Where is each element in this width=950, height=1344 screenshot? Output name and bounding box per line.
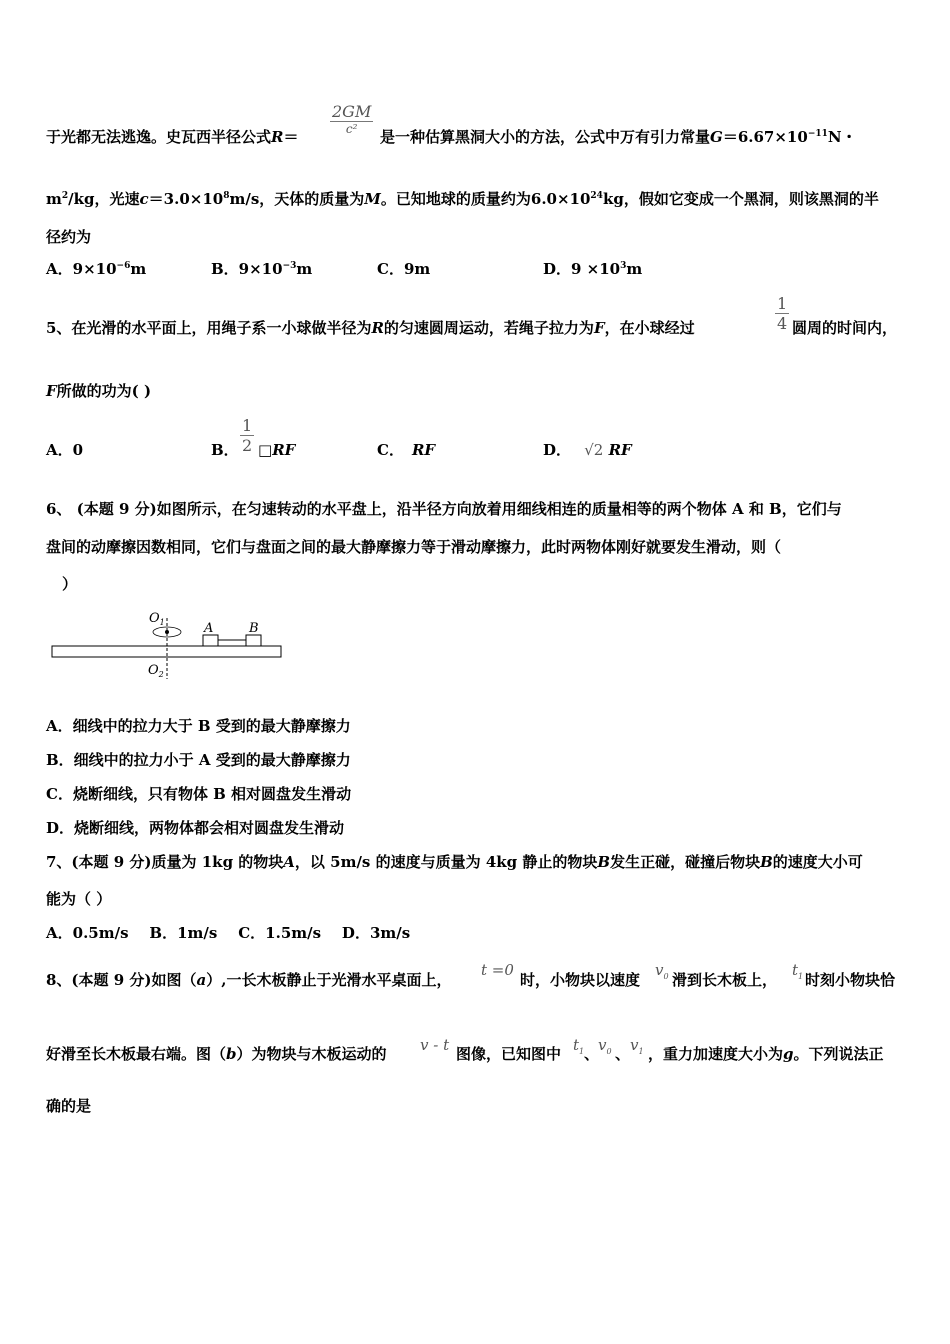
t-equals-zero: t =0	[481, 961, 514, 979]
q5-option-c[interactable]: C． RF	[377, 441, 436, 459]
q4-line3: 径约为	[46, 228, 92, 246]
block-b	[246, 635, 261, 646]
q5-line1d: 圆周的时间内，	[792, 319, 898, 337]
label-o2: $O_2$	[148, 663, 164, 679]
quarter-fraction: $\frac{1}{4}$	[777, 294, 788, 333]
q6-option-a[interactable]: A．细线中的拉力大于 B 受到的最大静摩擦力	[46, 717, 351, 735]
half-fraction: $\frac{1}{2}$	[242, 416, 253, 455]
q5-option-a[interactable]: A．0	[46, 441, 84, 459]
q6-option-d[interactable]: D．烧断细线，两物体都会相对圆盘发生滑动	[46, 819, 345, 837]
q6-line2: 盘间的动摩擦因数相同，它们与盘面之间的最大静摩擦力等于滑动摩擦力，此时两物体刚好就要发生滑动，则（	[46, 538, 782, 556]
t1-symbol: $t_1$	[792, 961, 804, 981]
q4-option-b[interactable]: B．$9\times 10^{-3}m$	[211, 260, 313, 278]
q6-line1: 6、 (本题 9 分)如图所示，在匀速转动的水平盘上，沿半径方向放着用细线相连的质量相等的两个物体 A 和 B，它们与	[46, 500, 842, 518]
q4-line1: 于光都无法逃逸。史瓦西半径公式R＝	[46, 128, 299, 146]
q6-option-c[interactable]: C．烧断细线，只有物体 B 相对圆盘发生滑动	[46, 785, 352, 803]
v0-symbol-2: $v_0$	[598, 1036, 612, 1056]
q4-option-a[interactable]: A．$9\times 10^{-6}m$	[46, 260, 147, 278]
q4-option-d[interactable]: D．$9 \times 10^3m$	[543, 260, 643, 278]
label-o1: $O_1$	[149, 611, 165, 627]
q5-option-b[interactable]: B．	[211, 441, 239, 459]
q6-line3: ）	[62, 575, 78, 593]
q8-line2c: 图像，已知图中	[456, 1045, 562, 1063]
q8-line3: 确的是	[46, 1097, 92, 1115]
label-b: B	[249, 621, 259, 636]
q4-line1b: 是一种估算黑洞大小的方法，公式中万有引力常量$G=6.67\times 10^{-11}N$・	[380, 128, 857, 146]
q8-line1: 8、(本题 9 分)如图（a）,一长木板静止于光滑水平桌面上，	[46, 971, 452, 989]
q5-line1: 5、在光滑的水平面上，用绳子系一小球做半径为R的匀速圆周运动，若绳子拉力为F，在小球经过	[46, 319, 695, 337]
v1-symbol: $v_1$	[630, 1036, 644, 1056]
t1-symbol-2: $t_1$	[573, 1036, 585, 1056]
q7-options[interactable]: A．0.5m/s B．1m/s C．1.5m/s D．3m/s	[46, 924, 411, 942]
label-a: A	[204, 621, 214, 636]
q5-line2: F所做的功为( )	[46, 382, 152, 400]
q6-option-b[interactable]: B．细线中的拉力小于 A 受到的最大静摩擦力	[46, 751, 351, 769]
q8-line1d: 滑到长木板上，	[672, 971, 778, 989]
v-t-symbol: v - t	[420, 1036, 450, 1054]
q7-line2: 能为（ ）	[46, 890, 112, 908]
q8-sep1: 、	[584, 1045, 600, 1063]
q8-line2d: ，重力加速度大小为g。下列说法正	[648, 1045, 884, 1063]
turntable-figure	[46, 604, 286, 684]
q4-line2: $m^2/kg$，光速$c=3.0\times 10^8m/s$，天体的质量为M。已知地球的质量约为$6.0\times 10^{24}kg$，假如它变成一个黑洞，则该黑洞的半	[46, 190, 879, 208]
v0-symbol: $v_0$	[655, 961, 669, 981]
q8-sep2: 、	[615, 1045, 631, 1063]
q8-line1e: 时刻小物块恰	[805, 971, 896, 989]
q7-line1: 7、(本题 9 分)质量为 1kg 的物块A，以 5m/s 的速度与质量为 4kg 静止的物块B发生正碰，碰撞后物块B的速度大小可	[46, 853, 863, 871]
q4-option-c[interactable]: C．9m	[377, 260, 431, 278]
q8-line1c: 时，小物块以速度	[520, 971, 641, 989]
sqrt-two: √2	[584, 441, 604, 459]
block-a	[203, 635, 218, 646]
q8-line2: 好滑至长木板最右端。图（b）为物块与木板运动的	[46, 1045, 387, 1063]
q5-option-d[interactable]: D． √2 RF	[543, 441, 632, 459]
schwarzschild-fraction: 2GM c²	[332, 102, 372, 136]
q5-option-b-tail: □RF	[258, 441, 296, 459]
